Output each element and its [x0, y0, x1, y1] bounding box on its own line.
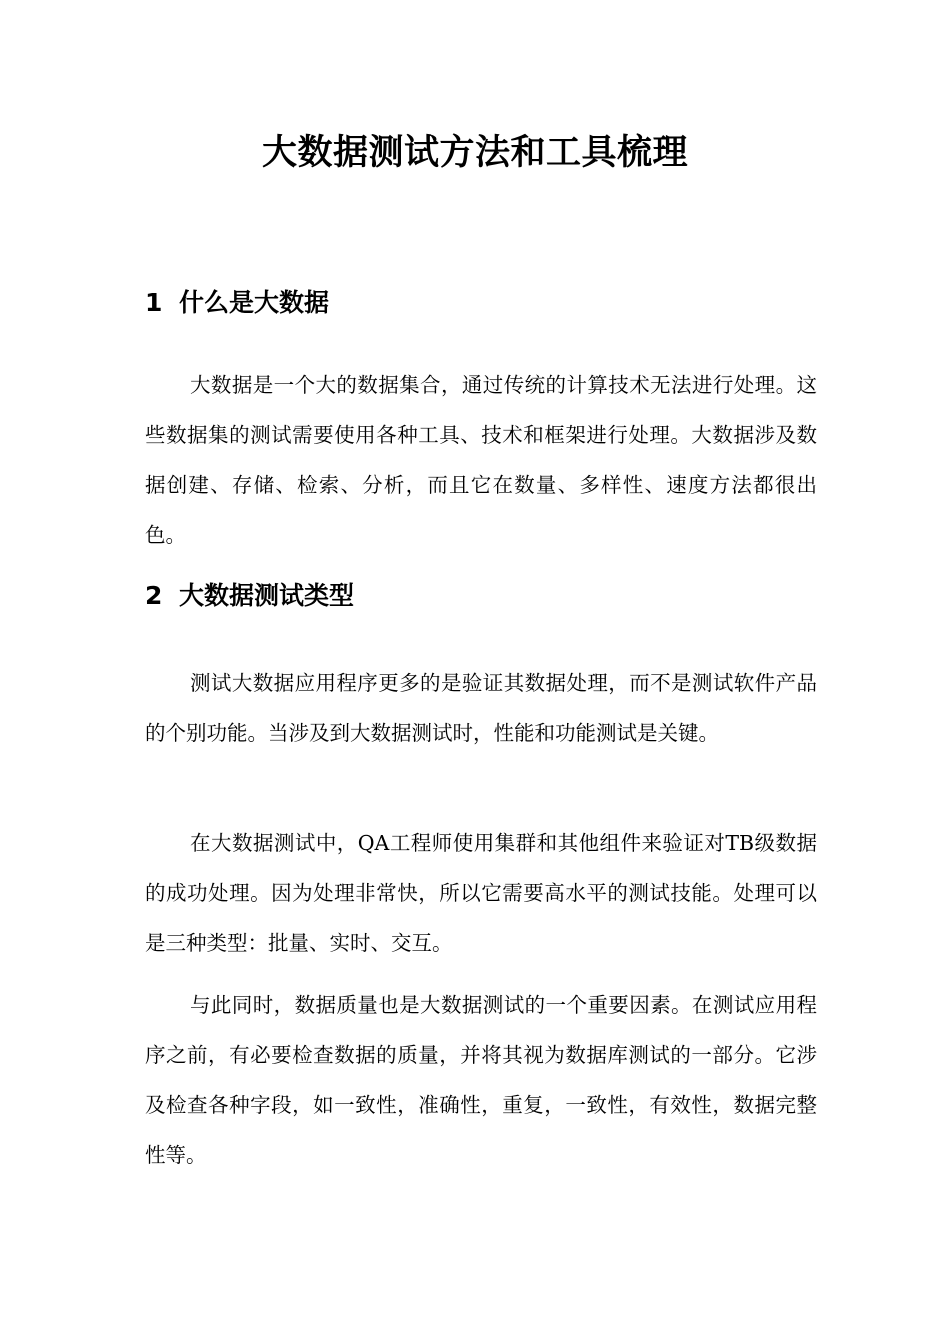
section-2-paragraph-3: 与此同时，数据质量也是大数据测试的一个重要因素。在测试应用程序之前，有必要检查数据的质量，并将其视为数据库测试的一部分。它涉及检查各种字段，如一致性，准确性，重复，一致性，有效性，数据完整性等。: [145, 993, 817, 1167]
section-1-title: 什么是大数据: [179, 288, 330, 317]
section-2-heading: [145, 578, 354, 614]
section-1-number: 1: [145, 288, 163, 317]
document-title: 大数据测试方法和工具梳理: [261, 132, 688, 173]
section-1-paragraph-1: 大数据是一个大的数据集合，通过传统的计算技术无法进行处理。这些数据集的测试需要使用各种工具、技术和框架进行处理。大数据涉及数据创建、存储、检索、分析，而且它在数量、多样性、速度方法都很出色。: [145, 373, 817, 547]
section-2-title: 大数据测试类型: [179, 581, 355, 610]
section-2-number: 2: [145, 581, 163, 610]
section-1-heading: [145, 285, 329, 321]
section-2-paragraph-1: 测试大数据应用程序更多的是验证其数据处理，而不是测试软件产品的个别功能。当涉及到大数据测试时，性能和功能测试是关键。: [145, 671, 817, 745]
section-2-paragraph-2: 在大数据测试中，QA工程师使用集群和其他组件来验证对TB级数据的成功处理。因为处理非常快，所以它需要高水平的测试技能。处理可以是三种类型：批量、实时、交互。: [145, 831, 817, 955]
